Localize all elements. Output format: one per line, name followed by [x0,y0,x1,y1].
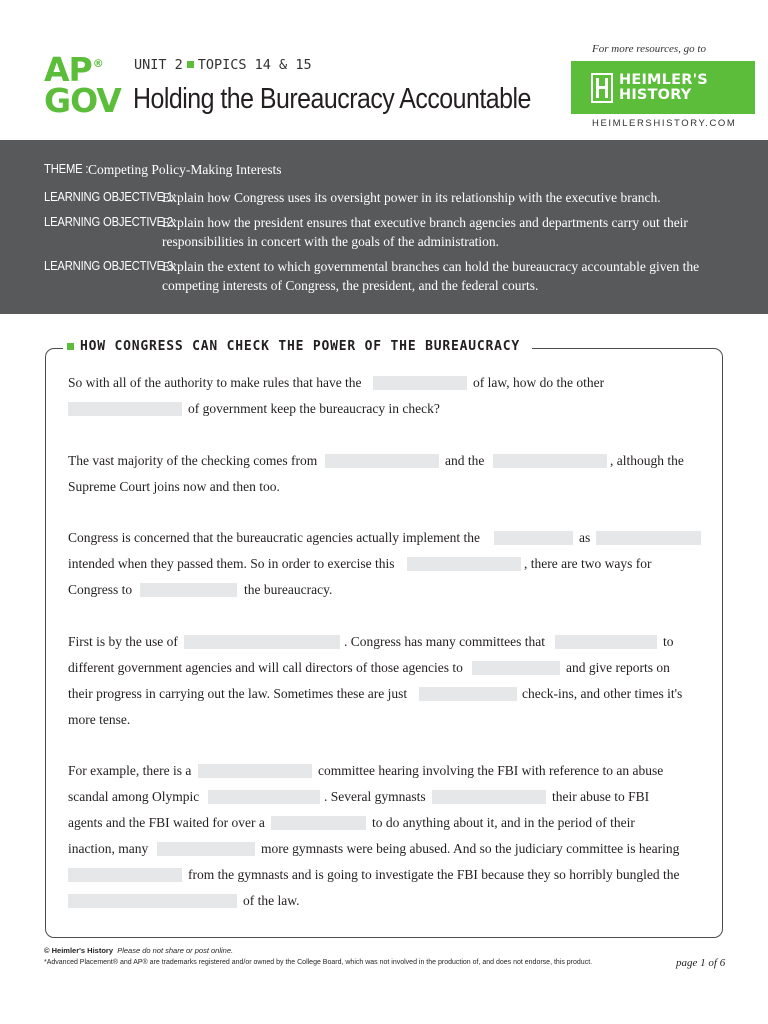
line-text: the bureaucracy. [244,582,333,597]
fill-in-blank[interactable] [140,583,237,597]
objective-text: Explain the extent to which governmental branches can hold the bureaucracy accountable given the competing interests of Congress, the president, and the federal courts. [162,259,700,293]
line-text: more tense. [68,712,131,727]
fill-in-blank[interactable] [419,687,517,701]
topics-label: TOPICS 14 & 15 [197,57,312,73]
share-notice: Please do not share or post online. [117,946,234,955]
ap-gov-logo [44,50,128,120]
line-text: . Several gymnasts [324,789,426,804]
logo-line1: AP [44,50,92,89]
fill-in-blank[interactable] [373,376,467,390]
line-text: their progress in carrying out the law. Sometimes these are just [68,686,408,701]
line-text: Congress to [68,582,133,597]
footer-trademark: *Advanced Placement® and AP® are trademarks registered and/or owned by the College Board, which was not involved in the production of, and does not endorse, this product. [44,959,593,966]
line-text: scandal among Olympic [68,789,200,804]
line-text: Supreme Court joins now and then too. [68,479,280,494]
more-resources-text: For more resources, go to [592,43,706,55]
line-text: and the [445,453,485,468]
unit-label: UNIT 2 [134,57,183,73]
fill-in-blank[interactable] [555,635,657,649]
line-text: intended when they passed them. So in order to exercise this [68,556,395,571]
brand-line1: HEIMLER'S [619,71,708,88]
line-text: more gymnasts were being abused. And so the judiciary committee is hearing [261,841,680,856]
fill-in-blank[interactable] [325,454,439,468]
line-text: , there are two ways for [524,556,652,571]
learning-objective-3 [44,257,722,295]
fill-in-blank[interactable] [68,402,182,416]
registered-mark: ® [92,57,103,70]
line-text: First is by the use of [68,634,178,649]
line-text: of the law. [243,893,300,908]
theme-text: Competing Policy-Making Interests [88,162,282,177]
section-title-text: HOW CONGRESS CAN CHECK THE POWER OF THE BUREAUCRACY [80,339,520,354]
theme-label: THEME : [44,162,89,176]
fill-in-blank[interactable] [68,894,237,908]
fill-in-blank[interactable] [271,816,366,830]
line-text: and give reports on [566,660,670,675]
learning-objective-1 [44,188,722,207]
line-text: agents and the FBI waited for over a [68,815,265,830]
line-text: different government agencies and will call directors of those agencies to [68,660,463,675]
green-square-icon [187,61,194,68]
line-text: , although the [610,453,684,468]
fill-in-blank[interactable] [157,842,255,856]
page-number: page 1 of 6 [676,957,726,969]
fill-in-blank[interactable] [472,661,560,675]
fill-in-blank[interactable] [432,790,546,804]
objective-text: Explain how Congress uses its oversight power in its relationship with the executive branch. [162,190,661,205]
heimlers-history-brand[interactable] [571,61,755,114]
line-text: of government keep the bureaucracy in check? [188,401,440,416]
section-title [63,339,532,354]
theme-row [44,160,648,179]
green-square-icon [67,343,74,350]
objective-label: LEARNING OBJECTIVE 3: [44,259,176,273]
line-text: So with all of the authority to make rules that have the [68,375,362,390]
page-title: Holding the Bureaucracy Accountable [133,83,531,115]
line-text: inaction, many [68,841,149,856]
line-text: For example, there is a [68,763,192,778]
line-text: to do anything about it, and in the period of their [372,815,635,830]
objective-label: LEARNING OBJECTIVE 2: [44,215,176,229]
line-text: of law, how do the other [473,375,605,390]
logo-line2: GOV [44,81,121,120]
fill-in-blank[interactable] [208,790,320,804]
fill-in-blank[interactable] [494,531,573,545]
copyright-holder: © Heimler's History [44,946,114,955]
line-text: as [579,530,591,545]
footer-copyright [44,946,233,955]
line-text: The vast majority of the checking comes from [68,453,318,468]
line-text: their abuse to FBI [552,789,650,804]
line-text: check-ins, and other times it's [522,686,683,701]
line-text: Congress is concerned that the bureaucratic agencies actually implement the [68,530,480,545]
objective-label: LEARNING OBJECTIVE 1: [44,190,176,204]
brand-line2: HISTORY [619,86,692,103]
objective-text: Explain how the president ensures that executive branch agencies and departments carry out their responsibilities in concert with the goals of the administration. [162,215,688,249]
line-text: to [663,634,674,649]
h-monogram-icon [591,73,613,103]
fill-in-blank[interactable] [68,868,182,882]
brand-url[interactable]: HEIMLERSHISTORY.COM [592,118,737,129]
line-text: from the gymnasts and is going to investigate the FBI because they so horribly bungled the [188,867,680,882]
fill-in-blank[interactable] [493,454,607,468]
fill-in-blank[interactable] [198,764,312,778]
unit-topics [134,57,312,73]
fill-in-blank[interactable] [596,531,701,545]
line-text: committee hearing involving the FBI with reference to an abuse [318,763,664,778]
line-text: . Congress has many committees that [344,634,545,649]
fill-in-blank[interactable] [184,635,340,649]
theme-band [0,140,768,314]
fill-in-blank[interactable] [407,557,521,571]
learning-objective-2 [44,213,722,251]
